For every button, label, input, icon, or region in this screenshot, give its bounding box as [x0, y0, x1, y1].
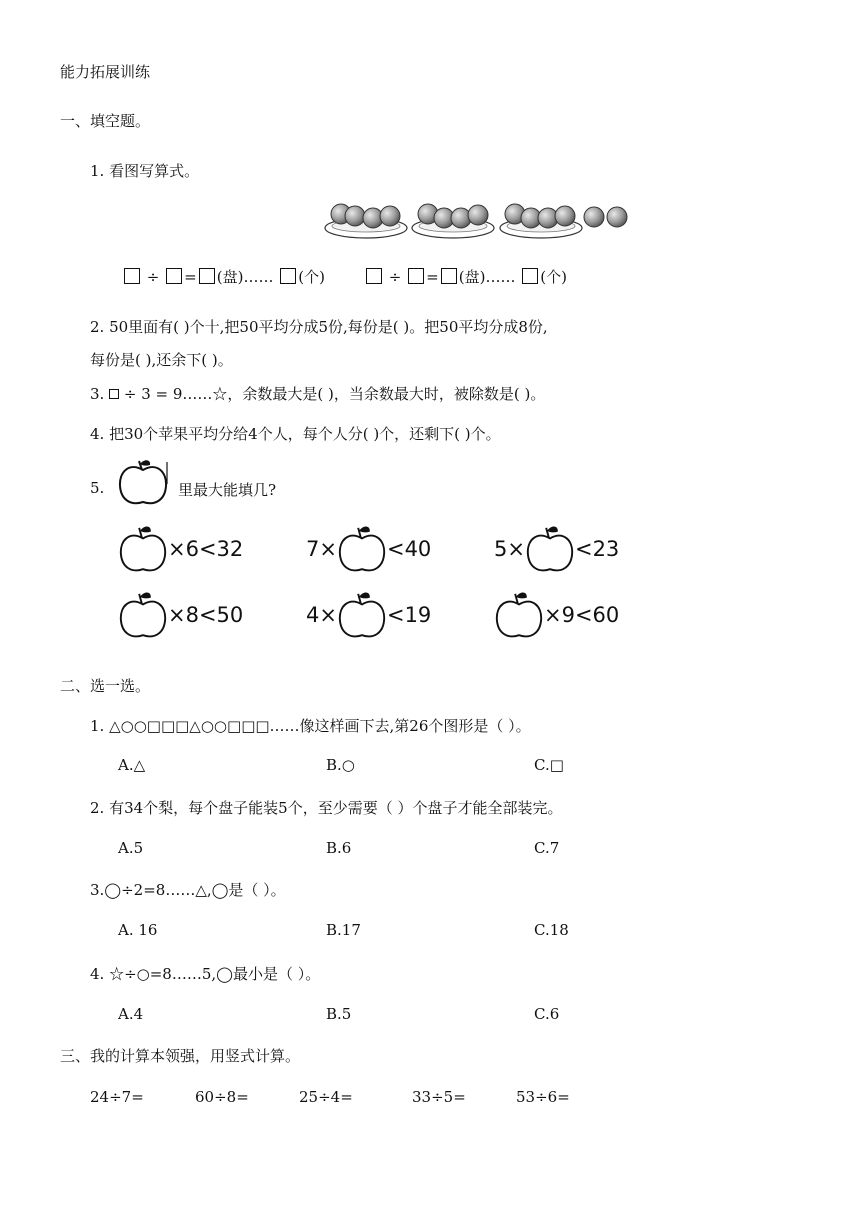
s2-q3-text: 3.◯÷2=8……△,◯是（ ）。 — [90, 881, 286, 899]
s2-q1-option-a[interactable]: A.△ — [118, 756, 146, 774]
s2-q3-option-b[interactable]: B.17 — [326, 921, 361, 939]
calc-problem: 33÷5= — [412, 1088, 466, 1106]
loose-apple — [584, 207, 604, 227]
calc-problem: 53÷6= — [516, 1088, 570, 1106]
s2-q2-option-b[interactable]: B.6 — [326, 839, 352, 857]
plate-1 — [325, 204, 407, 238]
s2-q2-option-a[interactable]: A.5 — [118, 839, 144, 857]
loose-apple — [607, 207, 627, 227]
s2-q4-option-c[interactable]: C.6 — [534, 1005, 560, 1023]
section-2-heading: 二、选一选。 — [60, 677, 151, 695]
apple-inequality-2: 7× <40 — [306, 522, 431, 576]
apple-inequality-5: 4× <19 — [306, 588, 431, 642]
apple-icon[interactable] — [337, 588, 387, 642]
apple-inequality-3: 5× <23 — [494, 522, 619, 576]
s2-q3-option-a[interactable]: A. 16 — [118, 921, 158, 939]
s1-q1-equation-1: ÷ = (盘)…… (个) — [122, 266, 325, 287]
s2-q3-option-c[interactable]: C.18 — [534, 921, 569, 939]
s1-q3: 3. ÷ 3 = 9……☆，余数最大是( )，当余数最大时，被除数是( )。 — [90, 385, 546, 403]
s2-q1-text: 1. △○○□□□△○○□□□……像这样画下去,第26个图形是（ ）。 — [90, 717, 531, 735]
answer-box[interactable] — [280, 268, 296, 284]
s2-q4-option-a[interactable]: A.4 — [118, 1005, 144, 1023]
s2-q4-option-b[interactable]: B.5 — [326, 1005, 352, 1023]
s1-q5-number: 5. — [90, 479, 105, 497]
s2-q1-option-b[interactable]: B.○ — [326, 756, 355, 774]
section-3-heading: 三、我的计算本领强，用竖式计算。 — [60, 1047, 301, 1065]
answer-box[interactable] — [408, 268, 424, 284]
s2-q1-option-c[interactable]: C.□ — [534, 756, 564, 774]
calc-problem: 60÷8= — [195, 1088, 249, 1106]
s1-q5-text: 里最大能填几? — [178, 481, 277, 499]
square-symbol — [109, 389, 119, 399]
s2-q4-text: 4. ☆÷○=8……5,◯最小是（ ）。 — [90, 965, 321, 983]
plate-2 — [412, 204, 494, 238]
s2-q2-option-c[interactable]: C.7 — [534, 839, 560, 857]
apple-icon[interactable] — [525, 522, 575, 576]
apple-icon[interactable] — [494, 588, 544, 642]
answer-box[interactable] — [124, 268, 140, 284]
answer-box[interactable] — [166, 268, 182, 284]
calc-problem: 24÷7= — [90, 1088, 144, 1106]
apple-icon[interactable] — [118, 588, 168, 642]
answer-box[interactable] — [441, 268, 457, 284]
s1-q2-line2: 每份是( ),还余下( )。 — [90, 351, 233, 369]
s2-q2-text: 2. 有34个梨，每个盘子能装5个，至少需要（ ）个盘子才能全部装完。 — [90, 799, 563, 817]
apple-inequality-6: ×9<60 — [494, 588, 619, 642]
section-1-heading: 一、填空题。 — [60, 112, 151, 130]
page-title: 能力拓展训练 — [60, 63, 151, 81]
apple-inequality-1: ×6<32 — [118, 522, 243, 576]
apple-outline-icon — [117, 458, 169, 508]
answer-box[interactable] — [199, 268, 215, 284]
s1-q2-line1: 2. 50里面有( )个十,把50平均分成5份,每份是( )。把50平均分成8份, — [90, 318, 548, 336]
apple-plates-illustration — [322, 196, 634, 244]
calc-problem: 25÷4= — [299, 1088, 353, 1106]
answer-box[interactable] — [366, 268, 382, 284]
s1-q1-equation-2: ÷ = (盘)…… (个) — [364, 266, 567, 287]
apple-icon[interactable] — [337, 522, 387, 576]
s1-q4: 4. 把30个苹果平均分给4个人，每个人分( )个，还剩下( )个。 — [90, 425, 501, 443]
answer-box[interactable] — [522, 268, 538, 284]
apple-icon[interactable] — [118, 522, 168, 576]
s1-q1-text: 1. 看图写算式。 — [90, 162, 200, 180]
apple-inequality-4: ×8<50 — [118, 588, 243, 642]
plate-3 — [500, 204, 582, 238]
